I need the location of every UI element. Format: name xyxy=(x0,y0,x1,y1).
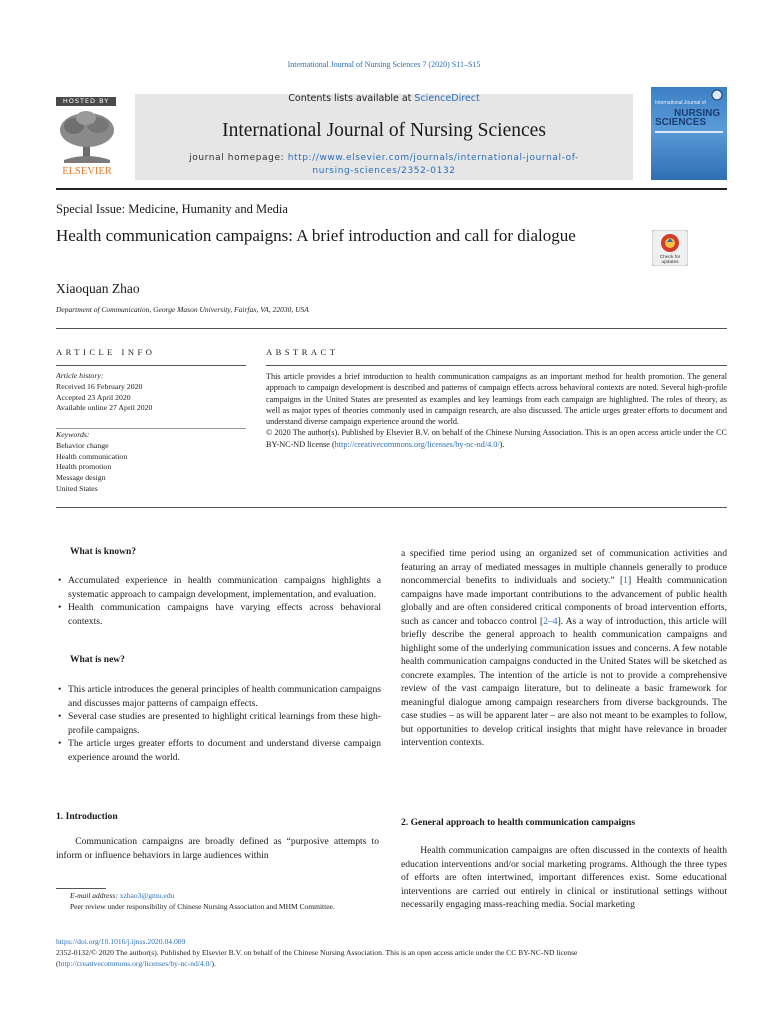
cover-art xyxy=(651,87,727,180)
para-part: ] Health communication campaigns have made important contributions to the advancement of public health globally and are often considered critical components of broad intervention efforts, such as cancer and tobacco control [ xyxy=(401,575,727,627)
author-name[interactable]: Xiaoquan Zhao xyxy=(56,281,140,296)
check-updates-text-1: Check for xyxy=(659,255,681,260)
keywords-label: Keywords: xyxy=(56,430,90,439)
peer-review-note: Peer review under responsibility of Chinese Nursing Association and MHM Committee. xyxy=(70,901,335,911)
keyword-item: United States xyxy=(56,483,98,493)
sciencedirect-link[interactable]: ScienceDirect xyxy=(414,93,480,104)
online-date: Available online 27 April 2020 xyxy=(56,403,153,413)
para-part: a specified time period using an organized set of communication activities and featuring an array of mediated messages in multiple channels generally to produce noncommercial benefits to individuals and society.” [ xyxy=(401,548,727,586)
abstract-copyright-end: ). xyxy=(499,439,505,449)
elsevier-logo xyxy=(56,108,118,178)
abstract-license-link[interactable]: http://creativecommons.org/licenses/by-nc-nd/4.0/ xyxy=(334,439,500,449)
affiliation: Department of Communication, George Mason University, Fairfax, VA, 22030, USA xyxy=(56,305,309,314)
cover-title-1: NURSING xyxy=(674,108,721,119)
intro-paragraph xyxy=(56,835,379,862)
homepage-url-2[interactable]: nursing-sciences/2352-0132 xyxy=(312,166,456,176)
received-date: Received 16 February 2020 xyxy=(56,381,143,391)
keyword-item: Health communication xyxy=(56,451,128,461)
history-label: Article history: xyxy=(56,371,104,380)
intro-text: Communication campaigns are broadly defined as “purposive attempts to inform or influence behaviors in large audiences within xyxy=(56,836,379,861)
homepage-url-1[interactable]: http://www.elsevier.com/journals/international-journal-of- xyxy=(287,153,579,163)
article-info-heading: ARTICLE INFO xyxy=(56,347,156,357)
what-is-known-heading: What is known? xyxy=(70,547,136,557)
footnote-rule xyxy=(56,888,106,889)
article-title: Health communication campaigns: A brief introduction and call for dialogue xyxy=(56,226,576,245)
homepage-label: journal homepage: xyxy=(189,153,288,163)
list-item: • The article urges greater efforts to document and understand diverse campaign experience around the world. xyxy=(58,737,381,764)
footnotes xyxy=(56,891,379,912)
contents-prefix: Contents lists available at xyxy=(288,93,415,104)
list-item: • Accumulated experience in health communication campaigns highlights a systematic approach to campaign development, implementation, and evaluation. xyxy=(58,574,381,601)
contents-line xyxy=(135,93,633,104)
list-item: • Several case studies are presented to highlight critical learnings from these high-profile campaigns. xyxy=(58,710,381,737)
special-issue: Special Issue: Medicine, Humanity and Media xyxy=(56,202,288,216)
doi-copyright: 2352-0132/© 2020 The author(s). Published by Elsevier B.V. on behalf of the Chinese Nursing Association. This is an open access article under the CC BY-NC-ND license xyxy=(56,947,578,957)
ref-link[interactable]: 2–4 xyxy=(543,615,558,627)
para-part: ]. As a way of introduction, this article will briefly describe the general approach to health communication campaigns and highlight some of the underlying communication issues and concerns. A few notable health communication campaigns conducted in the United States will be sketched as concrete examples. The intention of the article is not to provide a comprehensive review of the vast campaign literature, but to delineate a basic framework for meaningful dialogue among campaign researchers from diverse backgrounds. The case studies – as will be apparent later – are also not meant to be examples to follow, but opportunities to develop critical insights that might have relevance in broader intervention contexts. xyxy=(401,615,727,748)
email-label: E-mail address: xyxy=(70,891,120,900)
list-item: • Health communication campaigns have varying effects across behavioral contexts. xyxy=(58,601,381,628)
abstract-copyright: © 2020 The author(s). Published by Elsevier B.V. on behalf of the Chinese Nursing Association. This is an open access article under the CC BY-NC-ND license ( xyxy=(266,428,727,449)
doi-license-link[interactable]: http://creativecommons.org/licenses/by-nc-nd/4.0/ xyxy=(58,958,212,968)
keywords xyxy=(56,430,127,495)
abstract-end-rule xyxy=(56,507,727,508)
doi-link[interactable]: https://doi.org/10.1016/j.ijnss.2020.04.009 xyxy=(56,937,186,946)
check-for-updates-badge[interactable] xyxy=(652,230,688,266)
keyword-item: Behavior change xyxy=(56,440,109,450)
journal-citation[interactable]: International Journal of Nursing Sciences 7 (2020) S11–S15 xyxy=(287,60,481,69)
cover-small-text: International Journal of xyxy=(655,100,706,106)
keywords-rule xyxy=(56,428,246,429)
doi-license-close: ). xyxy=(211,958,216,968)
journal-cover xyxy=(651,87,727,180)
abstract-text: This article provides a brief introduction to health communication campaigns as an important method for health promotion. The general approach to campaign development is described and patterns of campaign effects across behavioral contexts are noted. Several high-profile campaigns in the United States are presented as examples and key learnings from each campaign are highlighted. The roles of theory, as well as major types of theories commonly used in campaign research, are also discussed. The article urges greater efforts to document and understand diverse campaign experience around the world. xyxy=(266,372,727,427)
intro-continued xyxy=(401,547,727,750)
what-is-new-heading: What is new? xyxy=(70,655,125,665)
email-link[interactable]: xzhao3@gmu.edu xyxy=(119,891,175,900)
tree-logo-icon xyxy=(56,108,118,178)
section-2-paragraph xyxy=(401,844,727,912)
journal-title: International Journal of Nursing Sciences xyxy=(222,120,546,141)
keyword-item: Health promotion xyxy=(56,462,112,472)
elsevier-wordmark: ELSEVIER xyxy=(62,166,112,177)
what-is-known-list xyxy=(58,574,381,628)
top-rule xyxy=(56,188,727,190)
section-2-title: 2. General approach to health communication campaigns xyxy=(401,817,636,828)
doi-footer xyxy=(56,937,727,969)
abstract-body xyxy=(266,371,727,450)
what-is-new-list xyxy=(58,683,381,764)
list-item: • This article introduces the general principles of health communication campaigns and discusses major patterns of campaign effects. xyxy=(58,683,381,710)
section-2-text: Health communication campaigns are often discussed in the contexts of health education interventions and/or social marketing programs. Although the three types of efforts are often intertwined, important differences exist. Some educational interventions are carried out entirely in clinical or institutional settings without necessarily engaging mass-reaching media. Social marketing xyxy=(401,845,727,910)
accepted-date: Accepted 23 April 2020 xyxy=(56,392,131,402)
header-rule xyxy=(56,328,727,329)
check-updates-text-2: updates xyxy=(661,260,679,265)
hosted-by-label: HOSTED BY xyxy=(56,97,116,106)
abstract-rule xyxy=(266,365,727,366)
section-1-title: 1. Introduction xyxy=(56,811,118,822)
keyword-item: Message design xyxy=(56,473,106,483)
cover-title-2: SCIENCES xyxy=(655,117,707,128)
journal-homepage xyxy=(140,152,628,178)
article-info-rule xyxy=(56,365,246,366)
abstract-heading: ABSTRACT xyxy=(266,347,339,357)
article-history xyxy=(56,371,152,414)
check-updates-icon xyxy=(652,230,688,266)
doi-license-open: ( xyxy=(56,958,59,968)
ref-link[interactable]: 1 xyxy=(623,575,628,586)
